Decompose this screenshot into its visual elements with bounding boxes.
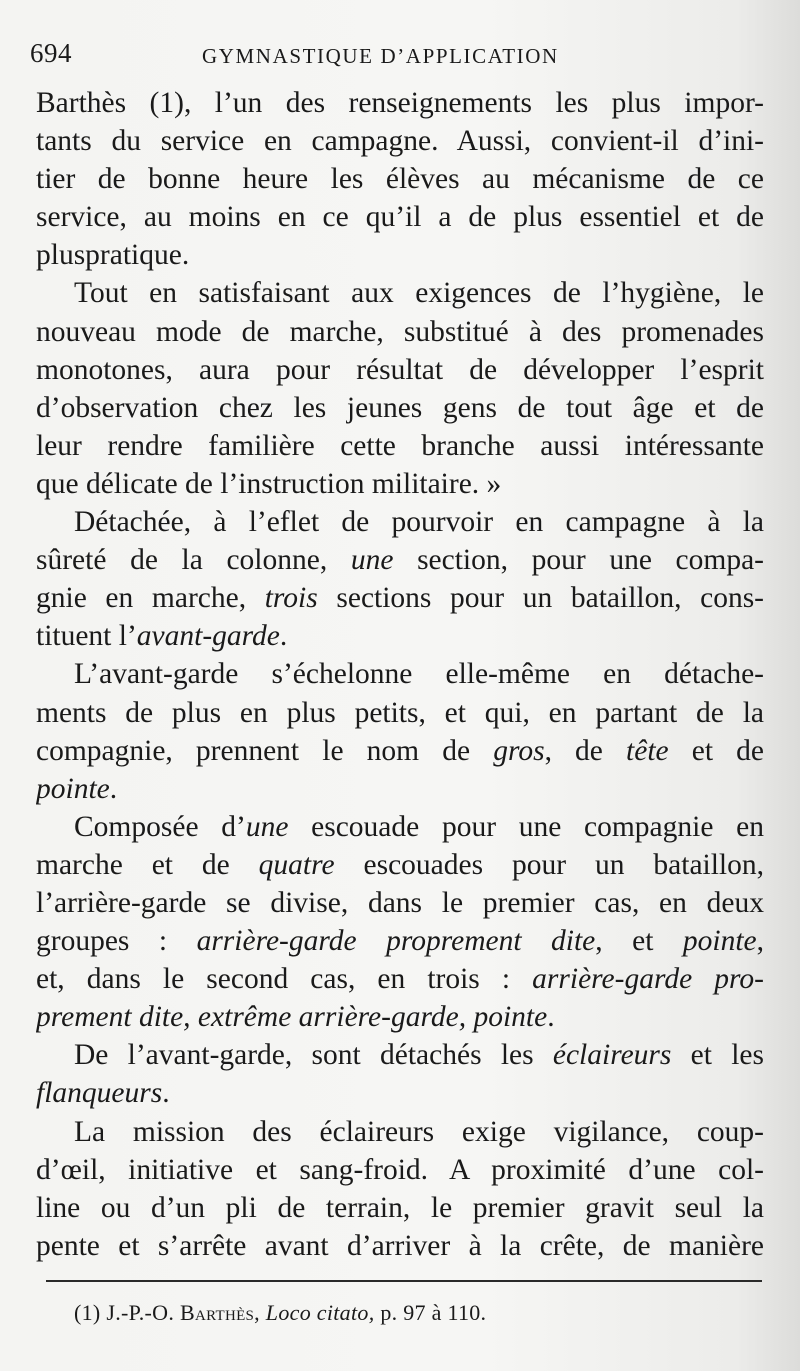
text-line: sûreté de la colonne, une section, pour une compa-: [36, 544, 764, 577]
text-line: Tout en satisfaisant aux exigences de l’hygiène, le: [74, 277, 764, 310]
text-line: d’observation chez les jeunes gens de tout âge et de: [36, 391, 764, 424]
text-line: l’arrière-garde se divise, dans le premier cas, en deux: [36, 886, 764, 919]
text-line: flanqueurs.: [36, 1077, 170, 1110]
text-line: line ou d’un pli de terrain, le premier gravit seul la: [36, 1191, 764, 1224]
page-number: 694: [30, 38, 72, 68]
text-line: La mission des éclaireurs exige vigilance, coup-: [74, 1115, 764, 1148]
footnote-author: J.-P.-O. Barthès,: [106, 1300, 260, 1325]
text-line: ments de plus en plus petits, et qui, en partant de la: [36, 696, 764, 729]
text-line: De l’avant-garde, sont détachés les éclaireurs et les: [74, 1039, 764, 1072]
text-line: service, au moins en ce qu’il a de plus essentiel et de: [36, 201, 764, 234]
text-line: L’avant-garde s’échelonne elle-même en détache-: [74, 658, 764, 691]
text-line: leur rendre familière cette branche aussi intéressante: [36, 429, 764, 462]
text-line: groupes : arrière-garde proprement dite, et pointe,: [36, 925, 764, 958]
text-line: Composée d’une escouade pour une compagnie en: [74, 810, 764, 843]
text-line: monotones, aura pour résultat de développer l’esprit: [36, 353, 764, 386]
footnote-work: Loco citato,: [265, 1300, 375, 1325]
text-line: Détachée, à l’eflet de pourvoir en campagne à la: [74, 506, 764, 539]
page-header: [30, 38, 770, 78]
text-line: prement dite, extrême arrière-garde, pointe.: [36, 1001, 555, 1034]
text-line: marche et de quatre escouades pour un bataillon,: [36, 848, 764, 881]
text-line: gnie en marche, trois sections pour un bataillon, cons-: [36, 582, 764, 615]
text-line: tants du service en campagne. Aussi, convient-il d’ini-: [36, 125, 764, 158]
body-text: [36, 84, 764, 1265]
text-line: que délicate de l’instruction militaire. »: [36, 467, 502, 500]
footnote-marker: (1): [74, 1300, 101, 1325]
text-line: Barthès (1), l’un des renseignements les plus impor-: [36, 87, 764, 119]
footnote-pages: p. 97 à 110.: [380, 1300, 487, 1325]
text-line: tituent l’avant-garde.: [36, 620, 288, 653]
text-line: et, dans le second cas, en trois : arrière-garde pro-: [36, 963, 764, 996]
text-line: pente et s’arrête avant d’arriver à la crête, de manière: [36, 1229, 764, 1262]
text-line: d’œil, initiative et sang-froid. A proximité d’une col-: [36, 1153, 764, 1186]
text-line: nouveau mode de marche, substitué à des promenades: [36, 315, 764, 348]
running-head: GYMNASTIQUE D’APPLICATION: [202, 44, 559, 68]
text-line: tier de bonne heure les élèves au mécanisme de ce: [36, 163, 764, 196]
footnote: [74, 1300, 486, 1326]
text-line: compagnie, prennent le nom de gros, de tête et de: [36, 734, 764, 767]
footnote-rule: [46, 1280, 762, 1282]
text-line: pluspratique.: [36, 239, 190, 272]
text-line: pointe.: [36, 772, 118, 805]
